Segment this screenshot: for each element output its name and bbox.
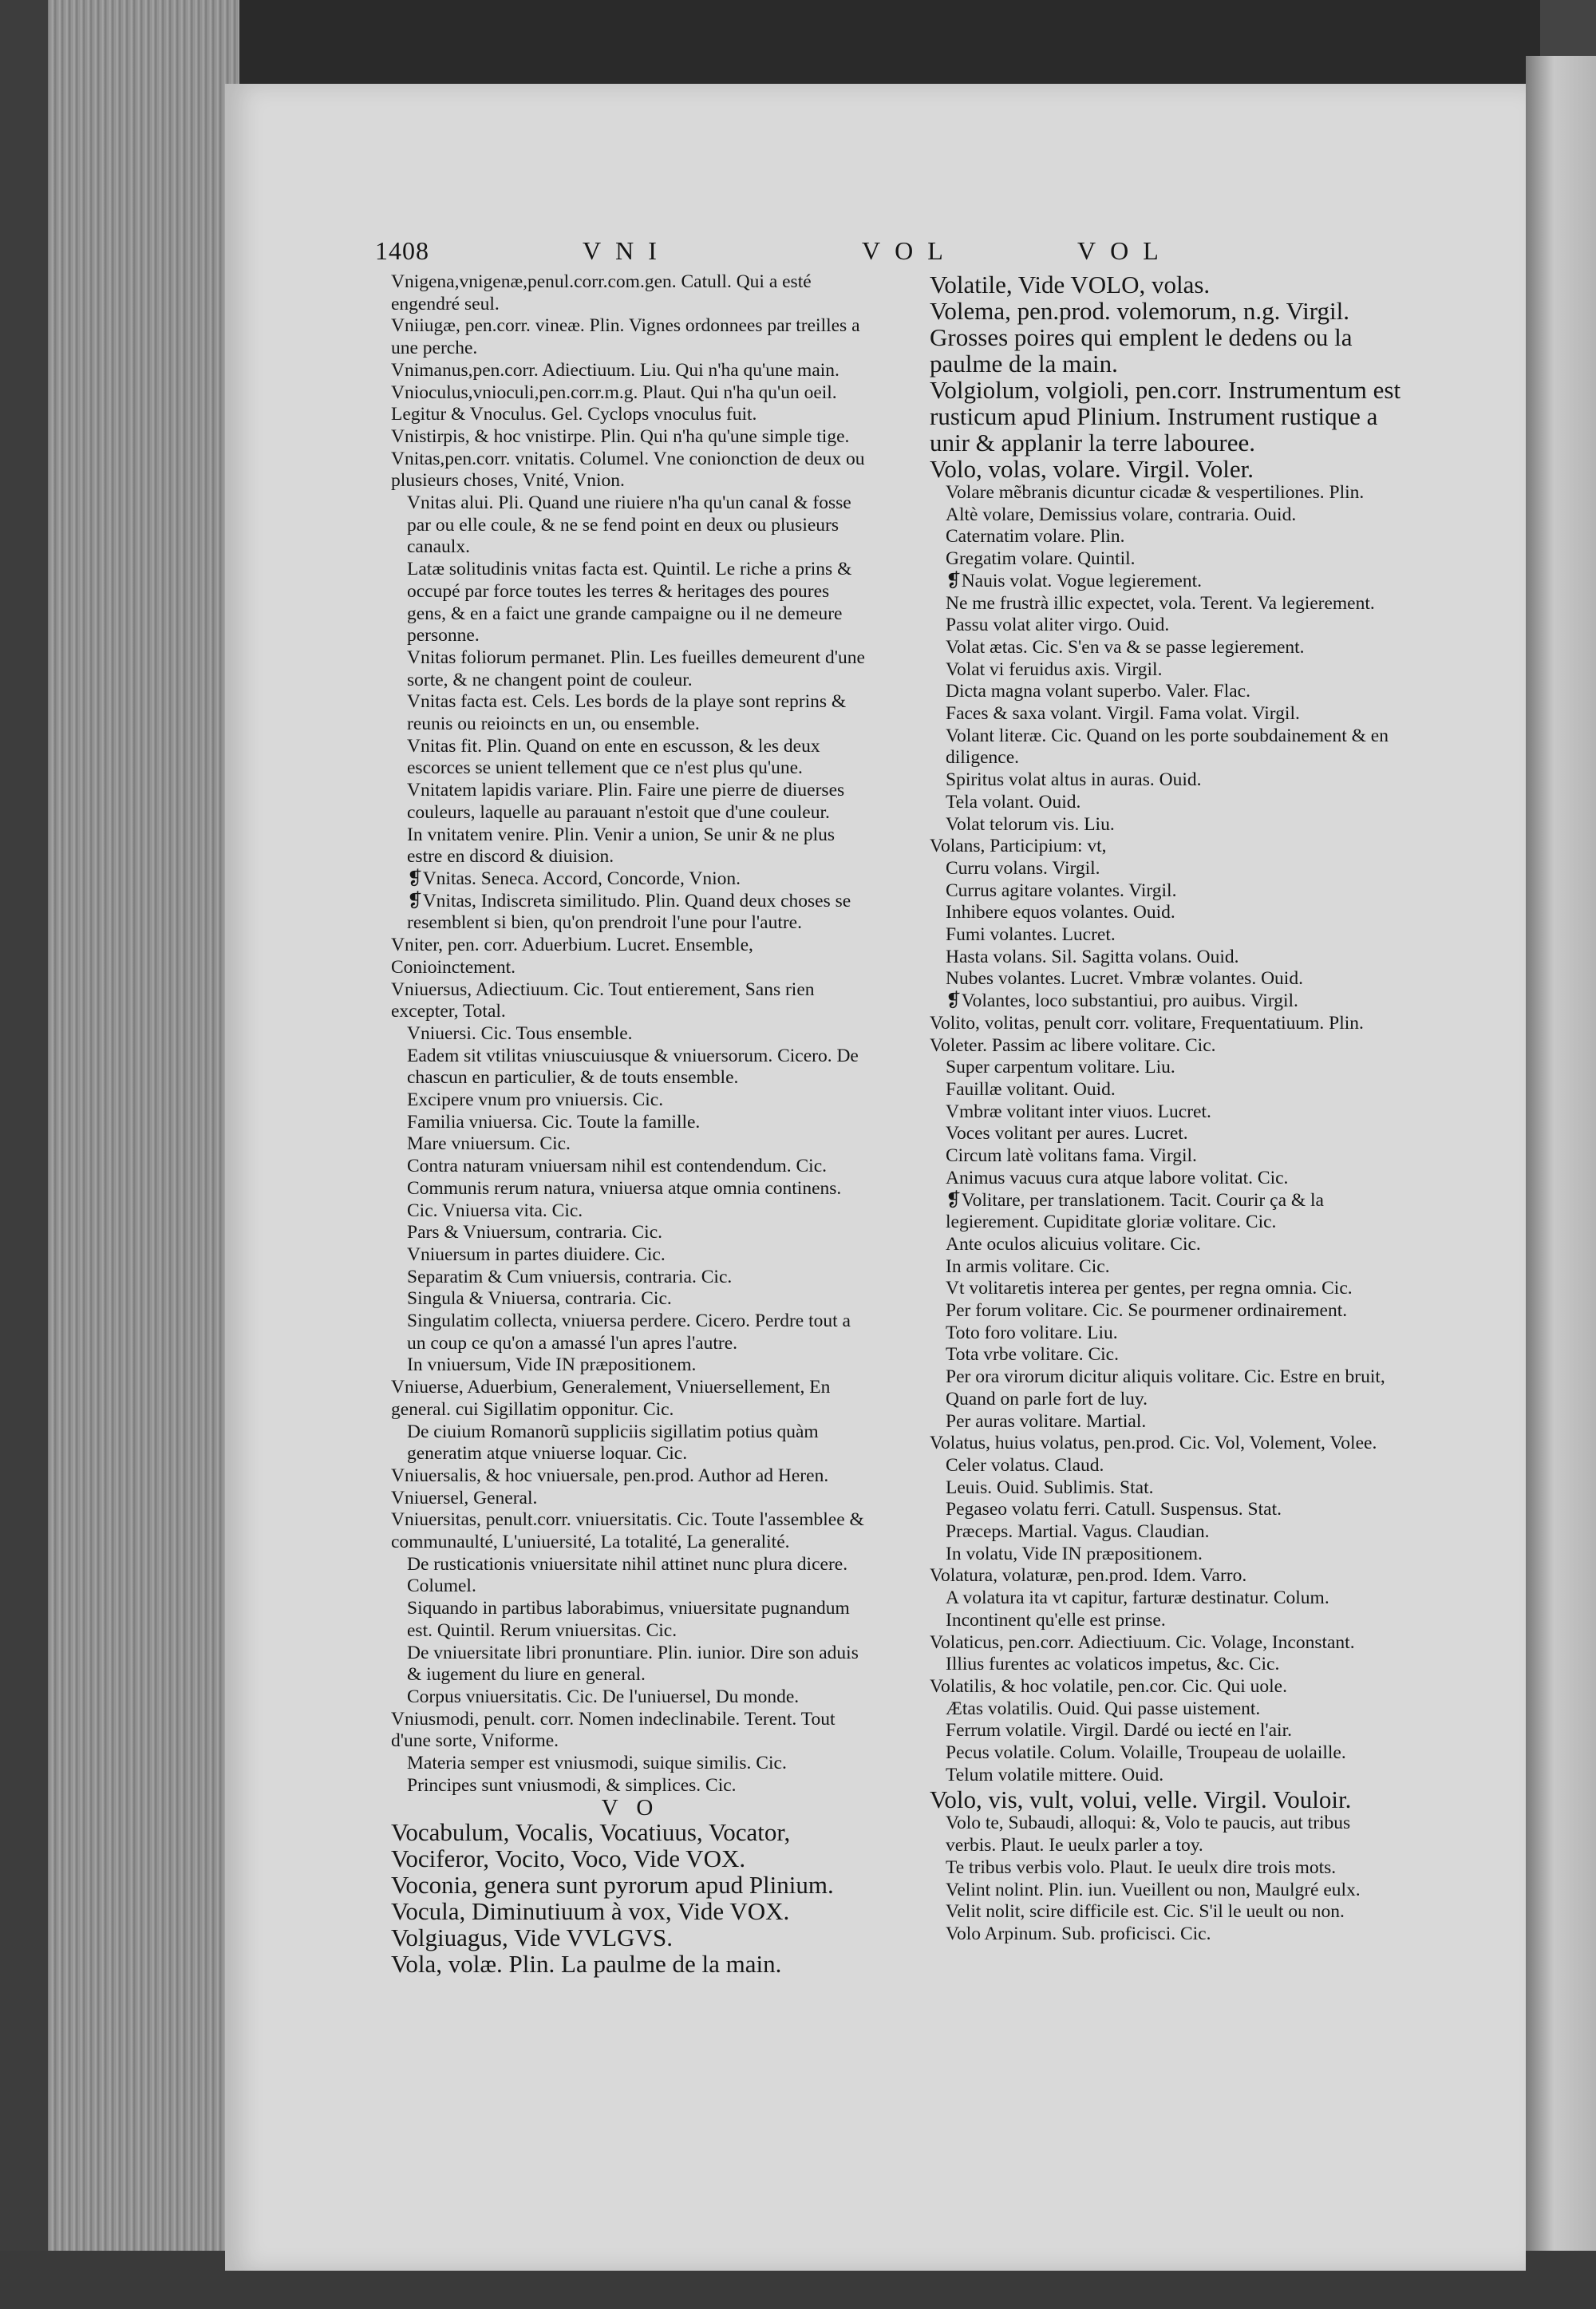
dictionary-entry: Vnistirpis, & hoc vnistirpe. Plin. Qui n'ha qu'une simple tige. [391, 425, 850, 447]
dictionary-entry: Vocabulum, Vocalis, Vocatiuus, Vocator, Vociferor, Vocito, Voco, Vide VOX. [391, 1818, 791, 1873]
dictionary-entry: Fauillæ volitant. Ouid. [946, 1078, 1116, 1100]
book-spine-shadow [0, 0, 48, 2309]
dictionary-entry: Altè volare, Demissius volare, contraria. Ouid. [946, 504, 1297, 525]
dictionary-entry: Volatura, volaturæ, pen.prod. Idem. Varro. [930, 1565, 1247, 1587]
dictionary-entry: De rusticationis vniuersitate nihil attinet nunc plura dicere. Columel. [407, 1553, 848, 1597]
dictionary-entry: ❡Volantes, loco substantiui, pro auibus. Virgil. [946, 990, 1298, 1012]
dictionary-entry: Vniuersitas, penult.corr. vniuersitatis. Cic. Toute l'assemblee & communaulté, L'uniuersité, La totalité, La generalité. [391, 1509, 864, 1553]
dictionary-entry: Contra naturam vniuersam nihil est contendendum. Cic. [407, 1156, 828, 1177]
dictionary-entry: Corpus vniuersitatis. Cic. De l'uniuersel, Du monde. [407, 1686, 800, 1707]
dictionary-entry: Volat telorum vis. Liu. [946, 813, 1115, 835]
dictionary-entry: Velint nolint. Plin. iun. Vueillent ou non, Maulgré eulx. [946, 1879, 1361, 1900]
dictionary-entry: Circum latè volitans fama. Virgil. [946, 1145, 1197, 1167]
dictionary-entry: Voconia, genera sunt pyrorum apud Plinium. [391, 1871, 834, 1900]
right-column [930, 271, 1404, 1946]
dictionary-entry: Volgiuagus, Vide VVLGVS. [391, 1924, 673, 1952]
dictionary-entry: Per ora virorum dicitur aliquis volitare. Cic. Estre en bruit, Quand on parle fort de luy. [946, 1366, 1385, 1410]
dictionary-entry: Volatile, Vide VOLO, volas. [930, 271, 1211, 299]
dictionary-entry: Latæ solitudinis vnitas facta est. Quintil. Le riche a prins & occupé par force toutes les terres & heritages des poures gens, & en a faict une grande campaigne ou il ne demeure personne. [407, 559, 852, 646]
dictionary-entry: Ne me frustrà illic expectet, vola. Terent. Va legierement. [946, 592, 1375, 614]
dictionary-entry: Spiritus volat altus in auras. Ouid. [946, 769, 1202, 791]
dictionary-entry: Voces volitant per aures. Lucret. [946, 1123, 1188, 1145]
dictionary-entry: Telum volatile mittere. Ouid. [946, 1764, 1164, 1785]
dictionary-entry: Volo te, Subaudi, alloqui: &, Volo te paucis, aut tribus verbis. Plaut. Ie ueulx parler a toy. [946, 1813, 1351, 1856]
dictionary-entry: Vniuersi. Cic. Tous ensemble. [407, 1022, 633, 1044]
dictionary-entry: Vnitas alui. Pli. Quand une riuiere n'ha qu'un canal & fosse par ou elle coule, & ne se fend point en deux ou plusieurs canaulx. [407, 492, 851, 558]
dictionary-entry: Fumi volantes. Lucret. [946, 924, 1116, 946]
dictionary-entry: Volema, pen.prod. volemorum, n.g. Virgil. Grosses poires qui emplent le dedens ou la paulme de la main. [930, 297, 1353, 378]
dictionary-entry: Per forum volitare. Cic. Se pourmener ordinairement. [946, 1300, 1348, 1322]
dictionary-entry: Vniuerse, Aduerbium, Generalement, Vniuersellement, En general. cui Sigillatim opponitur. Cic. [391, 1377, 831, 1420]
dictionary-entry: Communis rerum natura, vniuersa atque omnia continens. Cic. Vniuersa vita. Cic. [407, 1177, 842, 1221]
dictionary-entry: Vniiugæ, pen.corr. vineæ. Plin. Vignes ordonnees par treilles a une perche. [391, 315, 860, 359]
dictionary-entry: Caternatim volare. Plin. [946, 526, 1125, 548]
dictionary-entry: Materia semper est vniusmodi, suique similis. Cic. [407, 1753, 787, 1774]
dictionary-entry: Celer volatus. Claud. [946, 1454, 1104, 1476]
dictionary-entry: ❡Nauis volat. Vogue legierement. [946, 570, 1202, 591]
dictionary-entry: Præceps. Martial. Vagus. Claudian. [946, 1521, 1210, 1543]
dictionary-entry: Velit nolit, scire difficile est. Cic. S'il le ueult ou non. [946, 1901, 1345, 1923]
dictionary-entry: Vniuersalis, & hoc vniuersale, pen.prod. Author ad Heren. Vniuersel, General. [391, 1465, 829, 1508]
dictionary-entry: Toto foro volitare. Liu. [946, 1322, 1118, 1343]
dictionary-entry: Nubes volantes. Lucret. Vmbræ volantes. Ouid. [946, 968, 1303, 990]
dictionary-entry: Excipere vnum pro vniuersis. Cic. [407, 1089, 664, 1111]
dictionary-entry: ❡Vnitas, Indiscreta similitudo. Plin. Quand deux choses se resemblent si bien, qu'on prendroit l'une pour l'autre. [407, 890, 851, 934]
dictionary-entry: V O [601, 1794, 660, 1821]
dictionary-entry: Volant literæ. Cic. Quand on les porte soubdainement & en diligence. [946, 725, 1389, 769]
dictionary-entry: Tela volant. Ouid. [946, 791, 1081, 812]
left-column [391, 271, 870, 1977]
dictionary-entry: Pegaseo volatu ferri. Catull. Suspensus. Stat. [946, 1499, 1282, 1520]
dictionary-entry: Dicta magna volant superbo. Valer. Flac. [946, 681, 1250, 702]
dictionary-entry: Familia vniuersa. Cic. Toute la famille. [407, 1111, 701, 1133]
dictionary-entry: Vmbræ volitant inter viuos. Lucret. [946, 1101, 1211, 1122]
dictionary-entry: Siquando in partibus laborabimus, vniuersitate pugnandum est. Quintil. Rerum vniuersitas. Cic. [407, 1598, 850, 1641]
running-header [375, 236, 1269, 273]
dictionary-entry: A volatura ita vt capitur, farturæ destinatur. Colum. Incontinent qu'elle est prinse. [946, 1587, 1329, 1631]
dictionary-entry: Volito, volitas, penult corr. volitare, Frequentatiuum. Plin. Voleter. Passim ac libere volitare. Cic. [930, 1012, 1364, 1056]
dictionary-entry: De vniuersitate libri pronuntiare. Plin. iunior. Dire son aduis & iugement du liure en general. [407, 1642, 859, 1686]
dictionary-entry: Te tribus verbis volo. Plaut. Ie ueulx dire trois mots. [946, 1856, 1337, 1878]
dictionary-entry: Volo, vis, vult, volui, velle. Virgil. Vouloir. [930, 1785, 1352, 1814]
dictionary-entry: Eadem sit vtilitas vniuscuiusque & vniuersorum. Cicero. De chascun en particulier, & de touts ensemble. [407, 1045, 859, 1089]
dictionary-entry: Principes sunt vniusmodi, & simplices. Cic. [407, 1774, 737, 1796]
dictionary-entry: Volat vi feruidus axis. Virgil. [946, 658, 1163, 680]
dictionary-entry: Singulatim collecta, vniuersa perdere. Cicero. Perdre tout a un coup ce qu'on a amassé l'un apres l'autre. [407, 1311, 851, 1354]
dictionary-entry: Vocula, Diminutiuum à vox, Vide VOX. [391, 1897, 790, 1926]
dictionary-entry: In vniuersum, Vide IN præpositionem. [407, 1354, 697, 1376]
dictionary-entry: Volatus, huius volatus, pen.prod. Cic. Vol, Volement, Volee. [930, 1433, 1377, 1454]
page-number: 1408 [375, 236, 429, 265]
dictionary-entry: Per auras volitare. Martial. [946, 1410, 1147, 1432]
header-right-word: VOL [1077, 236, 1173, 265]
dictionary-entry: Volatilis, & hoc volatile, pen.cor. Cic. Qui uole. [930, 1675, 1287, 1697]
dictionary-entry: Vnitas facta est. Cels. Les bords de la playe sont reprins & reunis ou reioincts en un, ou ensemble. [407, 691, 847, 735]
dictionary-entry: Vniuersus, Adiectiuum. Cic. Tout entierement, Sans rien excepter, Total. [391, 979, 815, 1022]
dictionary-entry: Vnitas,pen.corr. vnitatis. Columel. Vne conionction de deux ou plusieurs choses, Vnité, Vnion. [391, 448, 865, 492]
dictionary-entry: In armis volitare. Cic. [946, 1255, 1110, 1277]
dictionary-entry: Vnitas fit. Plin. Quand on ente en escusson, & les deux escorces se unient tellement que ce n'est plus qu'une. [407, 735, 820, 779]
dictionary-entry: De ciuium Romanorũ suppliciis sigillatim potius quàm generatim atque vniuerse loquar. Cic. [407, 1421, 819, 1465]
dictionary-entry: ❡Vnitas. Seneca. Accord, Concorde, Vnion. [407, 868, 741, 889]
dictionary-entry: Volgiolum, volgioli, pen.corr. Instrumentum est rusticum apud Plinium. Instrument rustique a unir & applanir la terre labouree. [930, 376, 1401, 457]
dictionary-entry: Vnitatem lapidis variare. Plin. Faire une pierre de diuerses couleurs, laquelle au parauant n'estoit que d'une couleur. [407, 780, 845, 823]
dictionary-entry: Mare vniuersum. Cic. [407, 1133, 571, 1155]
dictionary-entry: Singula & Vniuersa, contraria. Cic. [407, 1288, 672, 1310]
dictionary-entry: Vniusmodi, penult. corr. Nomen indeclinabile. Terent. Tout d'une sorte, Vniforme. [391, 1708, 836, 1752]
dictionary-entry: Volat ætas. Cic. S'en va & se passe legierement. [946, 636, 1305, 658]
dictionary-entry: Vnitas foliorum permanet. Plin. Les fueilles demeurent d'une sorte, & ne changent point de couleur. [407, 646, 865, 690]
dictionary-entry: Illius furentes ac volaticos impetus, &c. Cic. [946, 1654, 1280, 1675]
dictionary-entry: Pars & Vniuersum, contraria. Cic. [407, 1222, 663, 1243]
dictionary-entry: Vniuersum in partes diuidere. Cic. [407, 1243, 666, 1265]
header-left-word: VNI [583, 236, 671, 265]
dictionary-entry: Separatim & Cum vniuersis, contraria. Cic. [407, 1266, 733, 1287]
facing-page-edge [1526, 56, 1596, 2275]
dictionary-entry: Ætas volatilis. Ouid. Qui passe uistement. [946, 1698, 1261, 1719]
dictionary-entry: Volo Arpinum. Sub. proficisci. Cic. [946, 1924, 1211, 1944]
dictionary-entry: Curru volans. Virgil. [946, 857, 1100, 879]
dictionary-entry: Volans, Participium: vt, [930, 836, 1107, 857]
dictionary-entry: Hasta volans. Sil. Sagitta volans. Ouid. [946, 946, 1239, 967]
dictionary-entry: Faces & saxa volant. Virgil. Fama volat. Virgil. [946, 703, 1300, 725]
dictionary-entry: Vniter, pen. corr. Aduerbium. Lucret. Ensemble, Conioinctement. [391, 935, 753, 978]
dictionary-entry: Volare mẽbranis dicuntur cicadæ & vespertiliones. Plin. [946, 482, 1365, 503]
dictionary-entry: Ante oculos alicuius volitare. Cic. [946, 1233, 1201, 1255]
dictionary-entry: Tota vrbe volitare. Cic. [946, 1344, 1119, 1366]
dictionary-entry: Super carpentum volitare. Liu. [946, 1057, 1175, 1078]
dictionary-entry: Volo, volas, volare. Virgil. Voler. [930, 455, 1254, 483]
dictionary-entry: Passu volat aliter virgo. Ouid. [946, 615, 1170, 636]
dictionary-entry: Animus vacuus cura atque labore volitat. Cic. [946, 1167, 1289, 1188]
dictionary-entry: Pecus volatile. Colum. Volaille, Troupeau de uolaille. [946, 1742, 1346, 1764]
dictionary-entry: ❡Volitare, per translationem. Tacit. Courir ça & la legierement. Cupiditate gloriæ volitare. Cic. [946, 1189, 1324, 1233]
dictionary-entry: In volatu, Vide IN præpositionem. [946, 1543, 1203, 1564]
dictionary-entry: Vnioculus,vnioculi,pen.corr.m.g. Plaut. Qui n'ha qu'un oeil. Legitur & Vnoculus. Gel. Cyclops vnoculus fuit. [391, 382, 837, 425]
dictionary-entry: Gregatim volare. Quintil. [946, 548, 1136, 570]
dictionary-entry: Vt volitaretis interea per gentes, per regna omnia. Cic. [946, 1278, 1353, 1299]
dictionary-entry: In vnitatem venire. Plin. Venir a union, Se unir & ne plus estre en discord & diuision. [407, 824, 836, 868]
dictionary-entry: Volaticus, pen.corr. Adiectiuum. Cic. Volage, Inconstant. [930, 1631, 1355, 1653]
dictionary-entry: Leuis. Ouid. Sublimis. Stat. [946, 1477, 1154, 1498]
header-mid-word: VOL [862, 236, 958, 265]
dictionary-entry: Vnimanus,pen.corr. Adiectiuum. Liu. Qui n'ha qu'une main. [391, 359, 839, 381]
dictionary-entry: Currus agitare volantes. Virgil. [946, 880, 1177, 901]
dictionary-entry: Inhibere equos volantes. Ouid. [946, 902, 1175, 923]
dictionary-entry: Vnigena,vnigenæ,penul.corr.com.gen. Catull. Qui a esté engendré seul. [391, 271, 812, 314]
dictionary-entry: Ferrum volatile. Virgil. Dardé ou iecté en l'air. [946, 1720, 1292, 1742]
dictionary-entry: Vola, volæ. Plin. La paulme de la main. [391, 1950, 782, 1979]
